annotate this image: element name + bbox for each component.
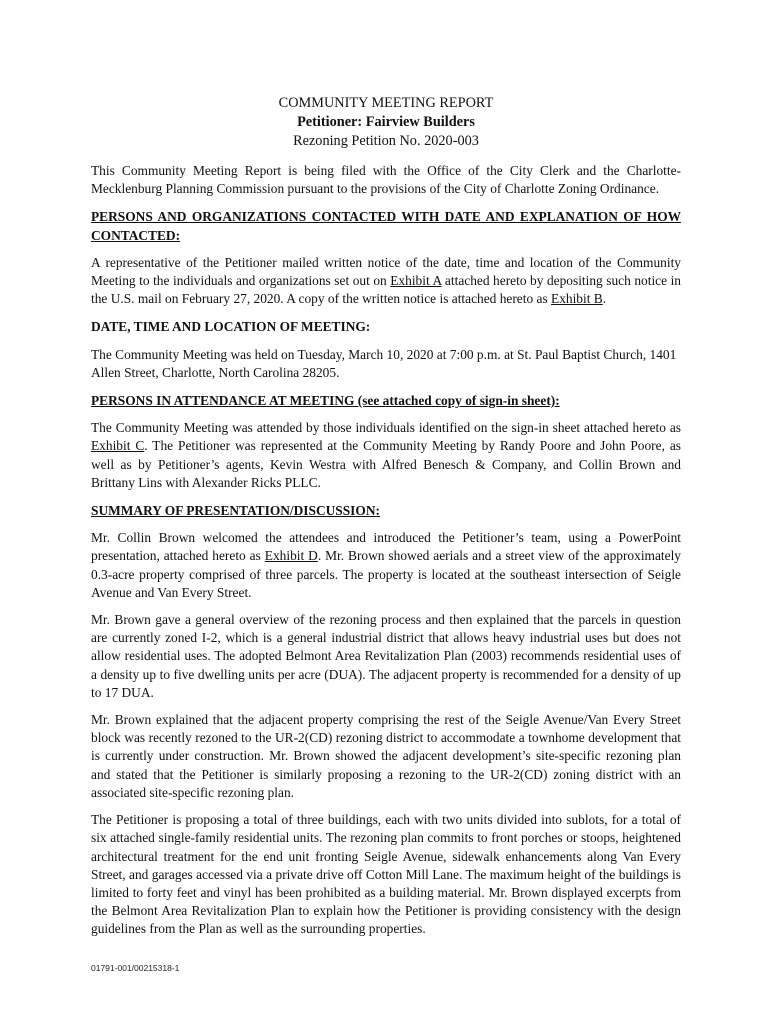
petition-number: Rezoning Petition No. 2020-003 xyxy=(293,133,479,149)
exhibit-a-reference: Exhibit A xyxy=(390,273,442,289)
summary-paragraph-2: Mr. Brown gave a general overview of the rezoning process and then explained that the parcels in question are currently zoned I-2, which is a general industrial district that allows heavy industrial uses but does not allow residential uses. The adopted Belmont Area Revitalization Plan (2003) recommends residential uses of a density up to five dwelling units per acre (DUA). The adjacent property is recommended for a density of up to 17 DUA. xyxy=(91,612,681,700)
summary-p1-text-2: . Mr. Brown showed aerials and a street view of the approximately 0.3-acre property comprised of three parcels. The property is located at the southeast intersection of Seigle Avenue and Van Every Street. xyxy=(91,548,681,600)
attendance-text-1: The Community Meeting was attended by those individuals identified on the sign-in sheet attached hereto as xyxy=(91,420,681,436)
heading-summary: SUMMARY OF PRESENTATION/DISCUSSION: xyxy=(91,503,380,519)
summary-paragraph-4: The Petitioner is proposing a total of three buildings, each with two units divided into sublots, for a total of six attached single-family residential units. The rezoning plan commits to front porches or stoops, heightened architectural treatment for the end unit fronting Seigle Avenue, sidewalk enhancements along Van Every Street, and garages accessed via a private drive off Cotton Mill Lane. The maximum height of the buildings is limited to forty feet and vinyl has been prohibited as a building material. Mr. Brown displayed excerpts from the Belmont Area Revitalization Plan to explain how the Petitioner is providing consistency with the design guidelines from the Plan as well as the surrounding properties. xyxy=(91,812,681,937)
attendance-paragraph xyxy=(91,419,681,492)
summary-paragraph-3: Mr. Brown explained that the adjacent property comprising the rest of the Seigle Avenue/Van Every Street block was recently rezoned to the UR-2(CD) rezoning district to accommodate a townhome development that is currently under construction. Mr. Brown showed the adjacent development’s site-specific rezoning plan and stated that the Petitioner is similarly proposing a rezoning to the UR-2(CD) zoning district with an associated site-specific rezoning plan. xyxy=(91,712,681,800)
summary-p1-text-1: Mr. Collin Brown welcomed the attendees and introduced the Petitioner’s team, using a PowerPoint presentation, attached hereto as xyxy=(91,530,681,564)
document-footer-id: 01791-001/00215318-1 xyxy=(91,963,180,973)
heading-meeting-details: DATE, TIME AND LOCATION OF MEETING: xyxy=(91,319,371,335)
contacted-text-3: . xyxy=(602,291,607,307)
document-page xyxy=(91,94,681,939)
attendance-text-2: . The Petitioner was represented at the Community Meeting by Randy Poore and John Poore, as well as by Petitioner’s agents, Kevin Westra with Alfred Benesch & Company, and Collin Brown and Brittany Lins with Alexander Ricks PLLC. xyxy=(91,438,681,490)
heading-attendance: PERSONS IN ATTENDANCE AT MEETING (see attached copy of sign-in sheet): xyxy=(91,393,560,409)
intro-paragraph: This Community Meeting Report is being filed with the Office of the City Clerk and the Charlotte-Mecklenburg Planning Commission pursuant to the provisions of the City of Charlotte Zoning Ordinance. xyxy=(91,163,681,197)
contacted-text-2: attached hereto by depositing such notice in the U.S. mail on February 27, 2020. A copy of the written notice is attached hereto as xyxy=(91,273,682,307)
report-header xyxy=(91,94,681,151)
contacted-text-1: A representative of the Petitioner mailed written notice of the date, time and location of the Community Meeting to the individuals and organizations set out on xyxy=(91,254,681,289)
contacted-paragraph xyxy=(91,254,681,309)
summary-paragraph-1 xyxy=(91,529,681,602)
petitioner-name: Petitioner: Fairview Builders xyxy=(297,114,475,130)
exhibit-d-reference: Exhibit D xyxy=(264,548,318,564)
exhibit-b-reference: Exhibit B xyxy=(551,291,603,307)
exhibit-c-reference: Exhibit C xyxy=(91,438,145,454)
heading-persons-contacted: PERSONS AND ORGANIZATIONS CONTACTED WITH DATE AND EXPLANATION OF HOW CONTACTED: xyxy=(91,209,681,243)
report-title: COMMUNITY MEETING REPORT xyxy=(278,95,494,111)
meeting-paragraph: The Community Meeting was held on Tuesday, March 10, 2020 at 7:00 p.m. at St. Paul Baptist Church, 1401 Allen Street, Charlotte, North Carolina 28205. xyxy=(91,346,677,380)
